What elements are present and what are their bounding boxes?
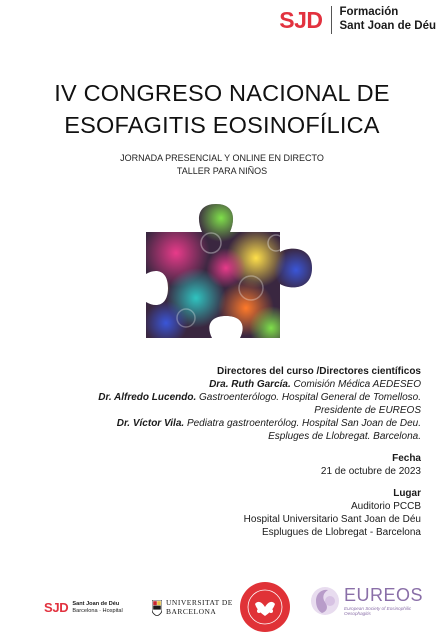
date-section [98,452,421,478]
place-heading: Lugar [393,488,421,499]
puzzle-piece-illustration [126,198,322,346]
sponsor-logos [0,580,444,636]
date-heading: Fecha [392,453,421,464]
page-title [0,77,444,142]
director-2-role: Presidente de EUREOS [314,405,421,416]
university-barcelona-logo[interactable]: UNIVERSITAT DE BARCELONA [152,599,233,616]
title-line-2: ESOFAGITIS EOSINOFÍLICA [64,112,380,139]
director-2: Dr. Alfredo Lucendo. Gastroenterólogo. Hospital General de Tomelloso. [98,392,421,403]
university-shield-icon [152,600,162,616]
subtitle [0,152,444,177]
event-date: 21 de octubre de 2023 [320,466,421,477]
place-section [98,487,421,539]
eureos-logo[interactable]: EUREOS European Society of Eosinophilic Oesophagitis [310,584,423,618]
aedeseo-logo[interactable] [238,580,292,634]
place-line-2: Hospital Universitario Sant Joan de Déu [243,514,421,525]
brand-logo[interactable] [279,6,436,34]
director-3: Dr. Víctor Vila. Pediatra gastroenterólog. Hospital San Joan de Deu. [116,418,421,429]
subtitle-line-1: JORNADA PRESENCIAL Y ONLINE EN DIRECTO [120,153,324,163]
course-info [98,365,421,548]
place-line-3: Esplugues de Llobregat - Barcelona [262,527,421,538]
sjd-logo-mark: SJD [279,6,323,33]
eureos-mark-icon [310,584,340,618]
brand-divider [331,6,332,34]
sjd-hospital-logo[interactable]: SJD Sant Joan de Déu Barcelona · Hospital [44,600,123,615]
subtitle-line-2: TALLER PARA NIÑOS [176,165,268,176]
director-3-location: Espluges de Llobregat. Barcelona. [268,431,421,442]
brand-name: Formación Sant Joan de Déu [339,6,436,32]
title-line-1: IV CONGRESO NACIONAL DE [54,80,390,106]
directors-heading: Directores del curso /Directores científicos [217,366,421,377]
director-1: Dra. Ruth García. Comisión Médica AEDESEO [209,379,421,390]
directors-section [98,365,421,443]
place-line-1: Auditorio PCCB [350,501,421,512]
